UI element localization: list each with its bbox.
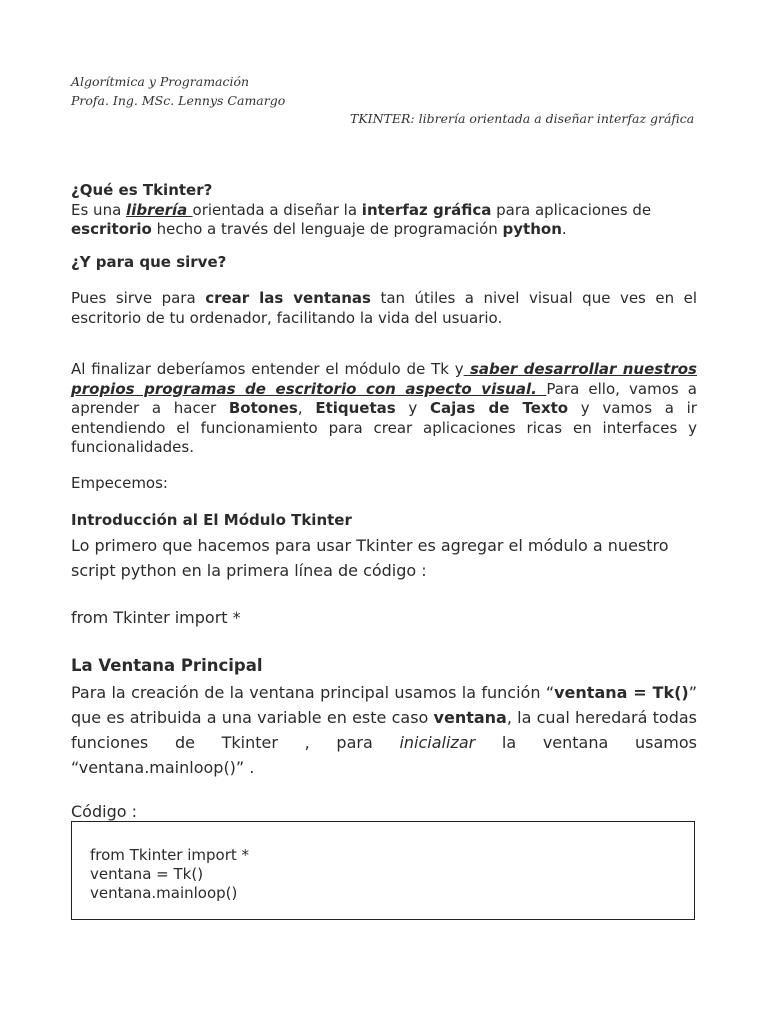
code-line: from Tkinter import * xyxy=(90,846,250,864)
header-course: Algorítmica y Programación xyxy=(71,74,250,89)
header-teacher: Profa. Ing. MSc. Lennys Camargo xyxy=(71,93,286,108)
intro-code-line-block xyxy=(71,605,697,630)
paragraph-intro: Lo primero que hacemos para usar Tkinter es agregar el módulo a nuestro script python en la primera línea de código : xyxy=(71,535,669,580)
section-start xyxy=(71,474,697,494)
code-line: ventana = Tk() xyxy=(90,865,204,883)
question-what-for: ¿Y para que sirve? xyxy=(71,253,227,271)
intro-code-line: from Tkinter import * xyxy=(71,608,241,627)
text-start: Empecemos: xyxy=(71,474,168,492)
code-block xyxy=(90,846,249,903)
section-goals xyxy=(71,360,697,458)
paragraph-purpose: Pues sirve para crear las ventanas tan útiles a nivel visual que ves en el escritorio de tu ordenador, facilitando la vida del usuario. xyxy=(71,289,697,327)
heading-intro: Introducción al El Módulo Tkinter xyxy=(71,511,352,529)
code-label: Código : xyxy=(71,802,137,821)
code-line: ventana.mainloop() xyxy=(90,884,238,902)
header-topic: TKINTER: librería orientada a diseñar interfaz gráfica xyxy=(350,111,695,126)
section-what-is-tkinter xyxy=(71,181,697,240)
paragraph-definition: Es una librería orientada a diseñar la interfaz gráfica para aplicaciones de escritorio hecho a través del lenguaje de programación python. xyxy=(71,200,652,238)
section-intro xyxy=(71,511,697,583)
heading-main-window: La Ventana Principal xyxy=(71,656,263,675)
paragraph-main-window-last: “ventana.mainloop()” . xyxy=(71,758,255,777)
section-what-for xyxy=(71,253,697,273)
paragraph-purpose-block xyxy=(71,289,697,328)
section-main-window xyxy=(71,653,697,780)
paragraph-main-window: Para la creación de la ventana principal usamos la función “ventana = Tk()” que es atribuida a una variable en este caso ventana, la cual heredará todas funciones de Tkinter , para inicializar la ventana usamos xyxy=(71,683,698,752)
question-what-is: ¿Qué es Tkinter? xyxy=(71,181,213,199)
paragraph-goals: Al finalizar deberíamos entender el módulo de Tk y saber desarrollar nuestros propios programas de escritorio con aspecto visual. Para ello, vamos a aprender a hacer Botones, Etiquetas y Cajas de Texto y vamos a ir entendiendo el funcionamiento para crear aplicaciones ricas en interfaces y funcionalidades. xyxy=(71,360,697,456)
code-box xyxy=(71,821,695,920)
